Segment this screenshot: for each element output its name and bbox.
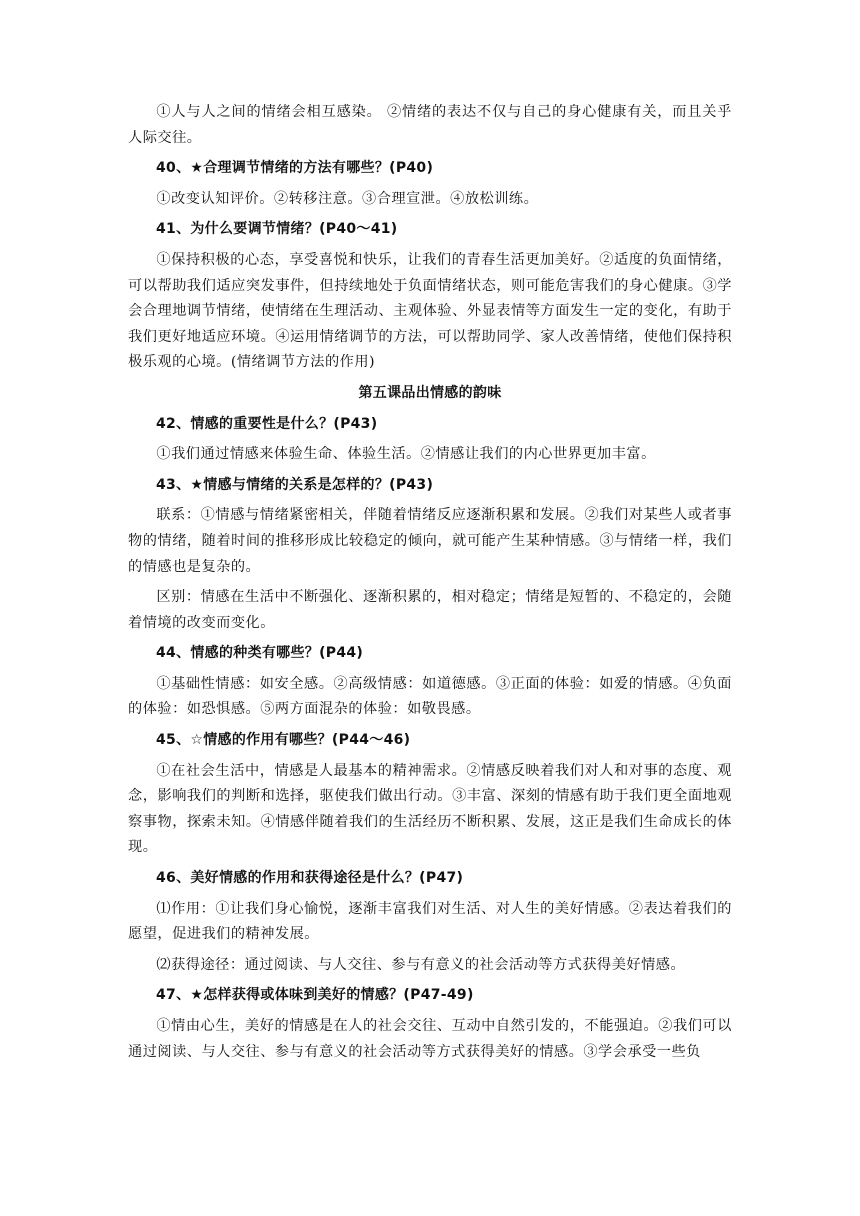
question-heading: 43、★情感与情绪的关系是怎样的？(P43) bbox=[156, 476, 434, 493]
lesson-title: 第五课品出情感的韵味 bbox=[358, 384, 502, 401]
question-heading: 45、☆情感的作用有哪些？(P44～46) bbox=[156, 732, 411, 749]
paragraph: ①情由心生，美好的情感是在人的社会交往、互动中自然引发的，不能强迫。②我们可以通过阅读、与人交往、参与有意义的社会活动等方式获得美好的情感。③学会承受一些负 bbox=[128, 1018, 732, 1060]
question-heading: 46、美好情感的作用和获得途径是什么？(P47) bbox=[156, 870, 464, 887]
paragraph: ①保持积极的心态，享受喜悦和快乐，让我们的青春生活更加美好。②适度的负面情绪，可以帮助我们适应突发事件，但持续地处于负面情绪状态，则可能危害我们的身心健康。③学会合理地调节情绪，使情绪在生理活动、主观体验、外显表情等方面发生一定的变化，有助于我们更好地适应环境。④运用情绪调节的方法，可以帮助同学、家人改善情绪，使他们保持积极乐观的心境。(情绪调节方法的作用) bbox=[128, 251, 732, 371]
question-heading: 44、情感的种类有哪些？(P44) bbox=[156, 645, 364, 662]
question-heading: 42、情感的重要性是什么？(P43) bbox=[156, 415, 378, 432]
paragraph: ①人与人之间的情绪会相互感染。 ②情绪的表达不仅与自己的身心健康有关，而且关乎人际交往。 bbox=[128, 104, 732, 146]
paragraph: ①我们通过情感来体验生命、体验生活。②情感让我们的内心世界更加丰富。 bbox=[156, 446, 656, 463]
paragraph: ①在社会生活中，情感是人最基本的精神需求。②情感反映着我们对人和对事的态度、观念，影响我们的判断和选择，驱使我们做出行动。③丰富、深刻的情感有助于我们更全面地观察事物，探索未知。④情感伴随着我们的生活经历不断积累、发展，这正是我们生命成长的体现。 bbox=[128, 762, 732, 856]
paragraph: ⑵获得途径：通过阅读、与人交往、参与有意义的社会活动等方式获得美好情感。 bbox=[156, 956, 686, 973]
paragraph: ①基础性情感：如安全感。②高级情感：如道德感。③正面的体验：如爱的情感。④负面的体验：如恐惧感。⑤两方面混杂的体验：如敬畏感。 bbox=[128, 675, 732, 718]
question-heading: 40、★合理调节情绪的方法有哪些？(P40) bbox=[156, 160, 434, 177]
page-content bbox=[128, 100, 732, 1070]
paragraph: 区别：情感在生活中不断强化、逐渐积累的，相对稳定；情绪是短暂的、不稳定的，会随着情境的改变而变化。 bbox=[128, 589, 732, 631]
question-heading: 41、为什么要调节情绪？(P40～41) bbox=[156, 221, 398, 238]
paragraph: ⑴作用：①让我们身心愉悦，逐渐丰富我们对生活、对人生的美好情感。②表达着我们的愿望，促进我们的精神发展。 bbox=[128, 900, 732, 943]
paragraph: ①改变认知评价。②转移注意。③合理宣泄。④放松训练。 bbox=[156, 190, 539, 207]
question-heading: 47、★怎样获得或体味到美好的情感？(P47-49) bbox=[156, 987, 474, 1004]
paragraph: 联系：①情感与情绪紧密相关，伴随着情绪反应逐渐积累和发展。②我们对某些人或者事物的情绪，随着时间的推移形成比较稳定的倾向，就可能产生某种情感。③与情绪一样，我们的情感也是复杂的。 bbox=[128, 507, 732, 575]
